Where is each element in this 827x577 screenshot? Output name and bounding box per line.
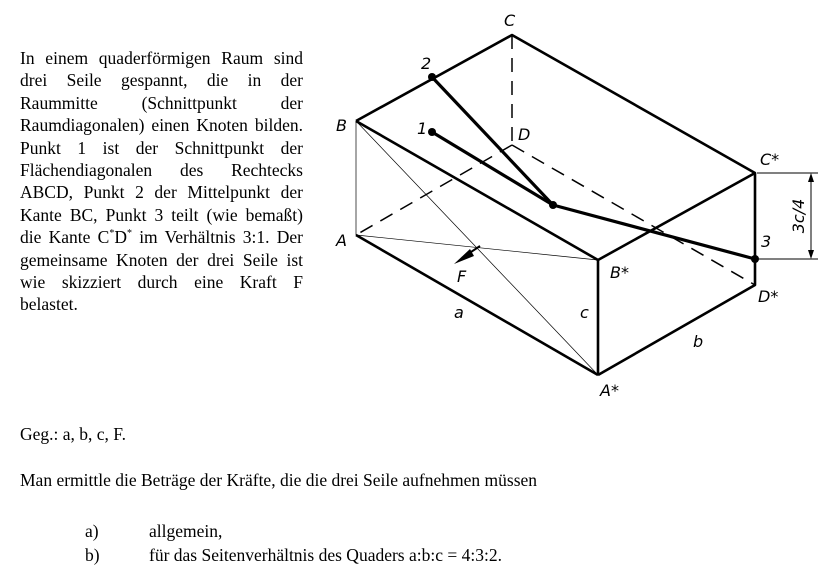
label-b: B: [336, 116, 347, 135]
subtask-b: b) für das Seitenverhältnis des Quaders a:b:c = 4:3:2.: [85, 545, 502, 565]
label-point-2: 2: [421, 54, 432, 73]
label-force: F: [457, 267, 467, 286]
label-edge-c: c: [580, 303, 589, 322]
edge-d-dstar: [512, 145, 755, 285]
label-bstar: B*: [610, 263, 629, 282]
label-dimension: 3c/4: [789, 198, 808, 234]
edge-b-bstar: [356, 121, 598, 260]
label-d: D: [518, 125, 531, 144]
label-a: A: [336, 231, 347, 250]
point-2: [428, 73, 436, 81]
edge-d-a: [356, 145, 512, 235]
dim-arrow-top: [808, 173, 814, 182]
force-arrowhead: [454, 249, 474, 264]
label-edge-a: a: [454, 303, 464, 322]
hidden-edges: [356, 35, 755, 285]
label-c: C: [504, 11, 516, 30]
edge-bstar-cstar: [598, 173, 755, 260]
label-astar: A*: [600, 381, 619, 400]
point-1: [428, 128, 436, 136]
label-dstar: D*: [758, 287, 779, 306]
ropes: [432, 77, 755, 259]
force-arrow: [454, 246, 480, 264]
label-point-3: 3: [761, 232, 772, 251]
knot-point: [549, 201, 557, 209]
given-values: Geg.: a, b, c, F.: [20, 424, 127, 444]
label-edge-b: b: [693, 332, 704, 351]
subtask-a: a) allgemein,: [85, 521, 223, 541]
label-point-1: 1: [417, 119, 428, 138]
points: [428, 73, 759, 263]
label-cstar: C*: [760, 150, 780, 169]
dim-arrow-bottom: [808, 250, 814, 259]
problem-statement: In einem quaderförmigen Raum sind drei Seile gespannt, die in der Raummitte (Schnittpunkt der Raumdiagonalen) einen Knoten bilden. Punkt 1 ist der Schnittpunkt der Flächendiagonalen des Rechtecks ABCD, Punkt 2 der Mittelpunkt der Kante BC, Punkt 3 teilt (wie bemaßt) die Kante C*D* im Verhältnis 3:1. Der gemeinsame Knoten der drei Seile ist wie skizziert durch eine Kraft F belastet.: [20, 48, 303, 315]
task-statement: Man ermittle die Beträge der Kräfte, die die drei Seile aufnehmen müssen: [20, 470, 538, 490]
rope-2: [432, 77, 553, 205]
